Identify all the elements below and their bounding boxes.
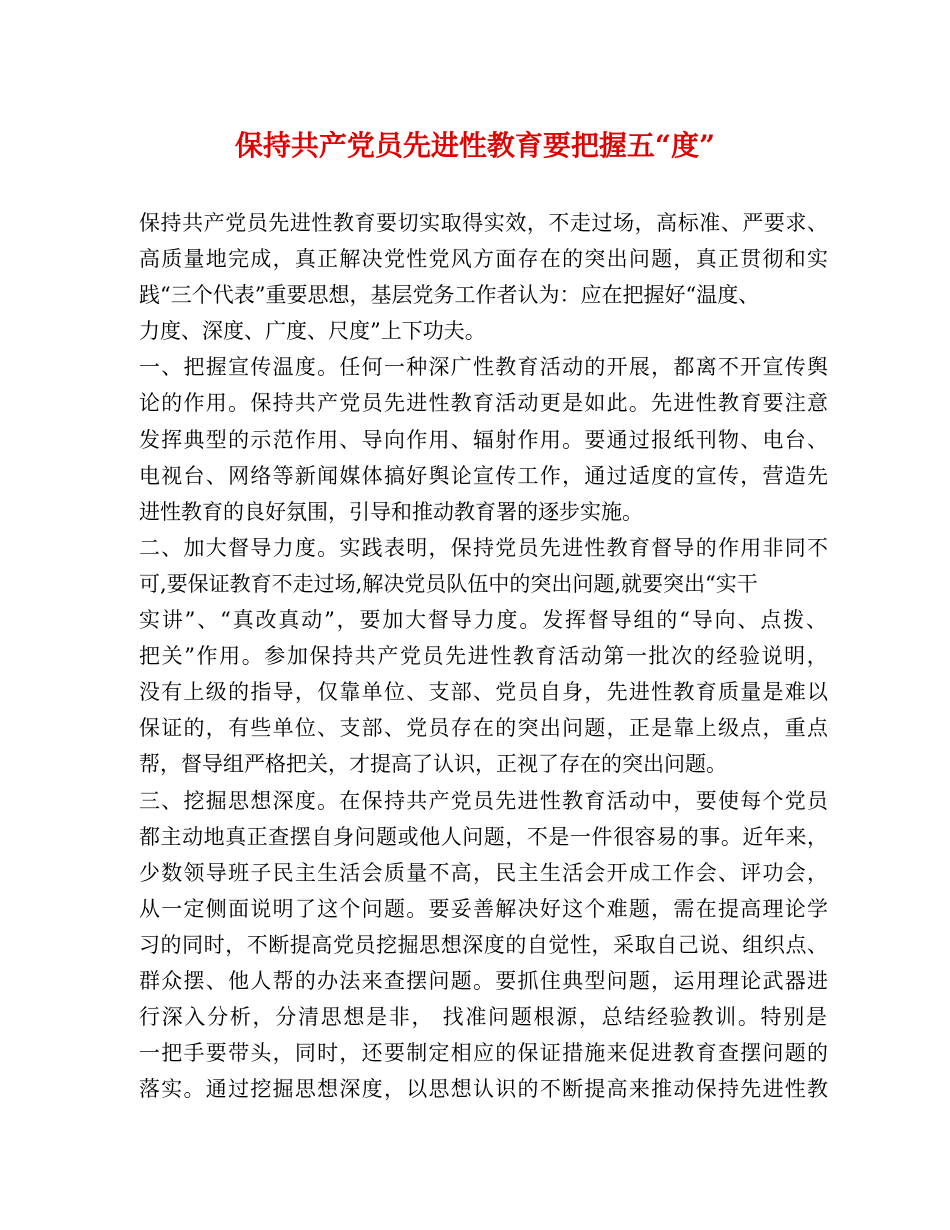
body-line: 二、加大督导力度。实践表明，保持党员先进性教育督导的作用非同不 xyxy=(139,535,830,560)
body-line: 一把手要带头，同时，还要制定相应的保证措施来促进教育查摆问题的 xyxy=(139,1041,830,1066)
body-line: 力度、深度、广度、尺度”上下功夫。 xyxy=(139,319,486,344)
body-line: 高质量地完成，真正解决党性党风方面存在的突出问题，真正贯彻和实 xyxy=(139,247,830,272)
body-line: 从一定侧面说明了这个问题。要妥善解决好这个难题，需在提高理论学 xyxy=(139,896,830,921)
body-line: 一、把握宣传温度。任何一种深广性教育活动的开展，都离不开宣传舆 xyxy=(139,355,830,380)
body-line: 可,要保证教育不走过场,解决党员队伍中的突出问题,就要突出“实干 xyxy=(139,571,758,596)
body-line: 习的同时，不断提高党员挖掘思想深度的自觉性，采取自己说、组织点、 xyxy=(139,932,829,957)
body-line: 保持共产党员先进性教育要切实取得实效，不走过场，高标准、严要求、 xyxy=(139,211,829,235)
body-line: 行深入分析，分清思想是非， 找准问题根源，总结经验教训。特别是 xyxy=(139,1005,829,1030)
body-line: 论的作用。保持共产党员先进性教育活动更是如此。先进性教育要注意 xyxy=(139,391,830,416)
document-title: 保持共产党员先进性教育要把握五“度” xyxy=(234,129,716,162)
body-line: 践“三个代表”重要思想，基层党务工作者认为：应在把握好“温度、 xyxy=(139,283,760,308)
body-line: 实讲”、“真改真动”，要加大督导力度。发挥督导组的“导向、点拨、 xyxy=(139,608,829,633)
body-line: 把关”作用。参加保持共产党员先进性教育活动第一批次的经验说明， xyxy=(139,644,830,669)
body-line: 电视台、网络等新闻媒体搞好舆论宣传工作，通过适度的宣传，营造先 xyxy=(139,463,830,488)
body-line: 帮，督导组严格把关，才提高了认识，正视了存在的突出问题。 xyxy=(139,752,727,777)
body-line: 保证的，有些单位、支部、党员存在的突出问题，正是靠上级点，重点 xyxy=(139,716,830,741)
document-body xyxy=(139,205,829,1107)
body-line: 少数领导班子民主生活会质量不高，民主生活会开成工作会、评功会， xyxy=(139,860,830,885)
body-line: 都主动地真正查摆自身问题或他人问题，不是一件很容易的事。近年来， xyxy=(139,824,829,849)
body-line: 群众摆、他人帮的办法来查摆问题。要抓住典型问题，运用理论武器进 xyxy=(139,968,830,993)
body-line: 没有上级的指导，仅靠单位、支部、党员自身，先进性教育质量是难以 xyxy=(139,680,830,705)
body-line: 进性教育的良好氛围，引导和推动教育署的逐步实施。 xyxy=(139,499,643,524)
body-line: 三、挖掘思想深度。在保持共产党员先进性教育活动中，要使每个党员 xyxy=(139,788,830,813)
body-line: 发挥典型的示范作用、导向作用、辐射作用。要通过报纸刊物、电台、 xyxy=(139,427,830,452)
body-line: 落实。通过挖掘思想深度，以思想认识的不断提高来推动保持先进性教 xyxy=(139,1077,830,1102)
